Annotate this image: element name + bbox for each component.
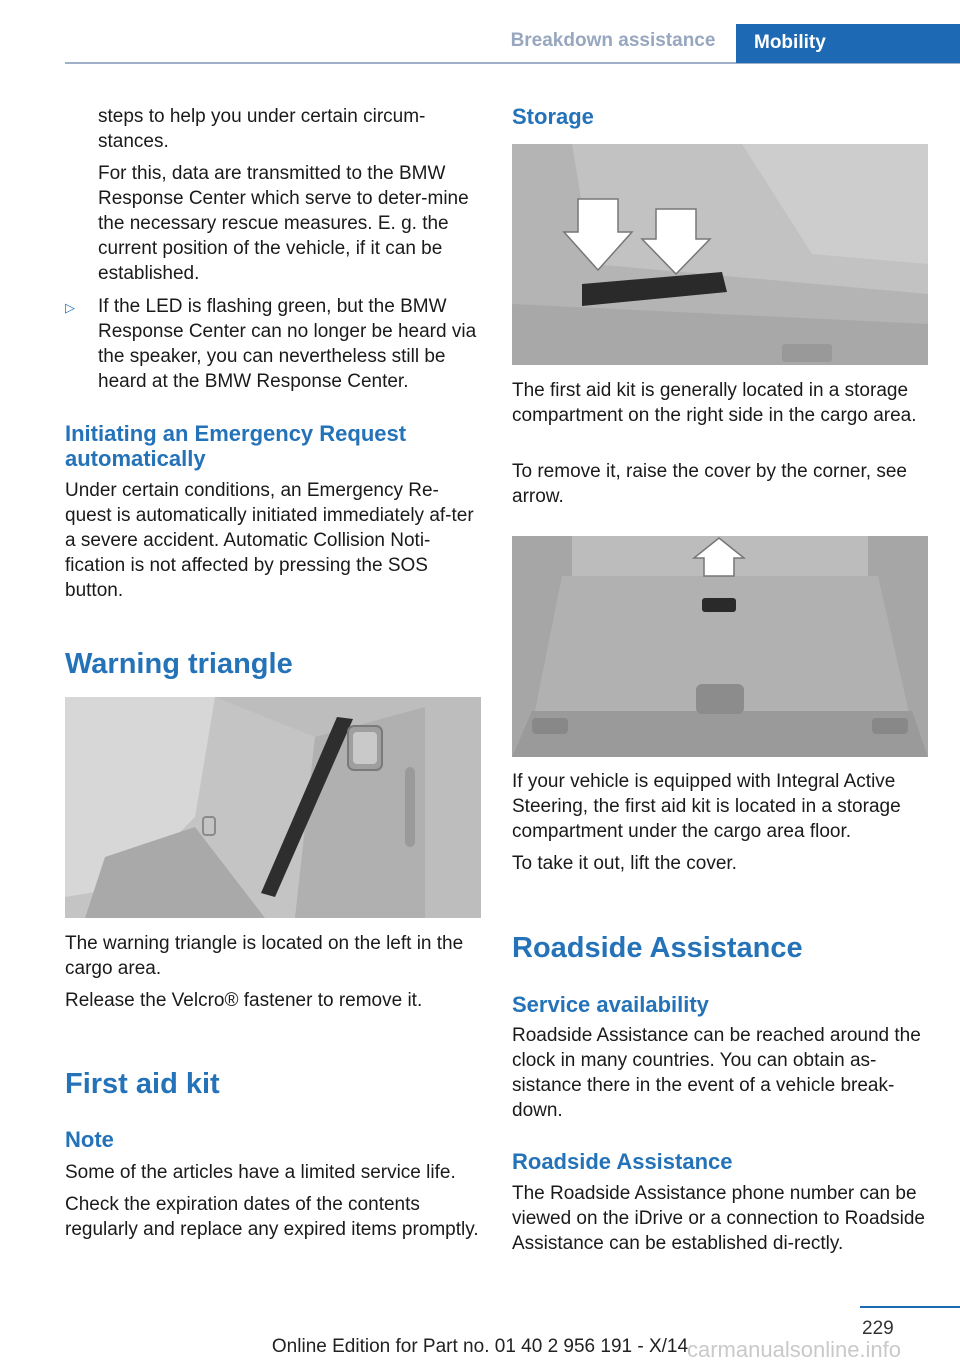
note-text-1: Some of the articles have a limited service life. <box>65 1162 456 1183</box>
storage-text-3: If your vehicle is equipped with Integral Active Steering, the first aid kit is located in a storage compartment under the cargo area floor. <box>512 771 901 842</box>
warning-triangle-figure <box>65 697 481 918</box>
intro-paragraph-2: For this, data are transmitted to the BMW Response Center which serve to deter-mine the necessary rescue measures. E. g. the current position of the vehicle, if it can be established. <box>98 163 469 284</box>
service-availability-text: Roadside Assistance can be reached around the clock in many countries. You can obtain as-sistance there in the event of a vehicle break-down. <box>512 1025 921 1121</box>
page-number: 229 <box>862 1318 894 1339</box>
storage-text-1: The first aid kit is generally located in a storage compartment on the right side in the cargo area. <box>512 380 917 426</box>
footer-rule <box>860 1306 960 1308</box>
edition-line: Online Edition for Part no. 01 40 2 956 191 - X/14 <box>271 1336 689 1357</box>
storage-text-2: To remove it, raise the cover by the corner, see arrow. <box>512 461 907 507</box>
warning-text-1: The warning triangle is located on the left in the cargo area. <box>65 933 464 979</box>
header-section-title: Breakdown assistance <box>510 30 716 51</box>
roadside-assistance-heading: Roadside Assistance <box>512 932 803 964</box>
led-bullet-text: If the LED is flashing green, but the BMW Response Center can no longer be heard via the speaker, you can nevertheless still be heard at the BMW Response Center. <box>98 296 477 392</box>
auto-emergency-heading: Initiating an Emergency Request automatically <box>65 421 407 471</box>
roadside-text: The Roadside Assistance phone number can be viewed on the iDrive or a connection to Roadside Assistance can be established di-rectly. <box>512 1183 925 1254</box>
warning-text-2: Release the Velcro® fastener to remove it. <box>65 990 423 1011</box>
first-aid-kit-heading: First aid kit <box>65 1068 220 1100</box>
note-heading: Note <box>65 1127 114 1152</box>
storage-heading: Storage <box>512 104 594 129</box>
storage-figure-side <box>512 144 928 365</box>
watermark: carmanualsonline.info <box>687 1337 902 1362</box>
header-chapter-tab <box>736 24 960 63</box>
roadside-subheading: Roadside Assistance <box>512 1149 733 1174</box>
bullet-triangle-icon: ▷ <box>65 300 75 315</box>
storage-text-4: To take it out, lift the cover. <box>512 853 737 874</box>
note-text-2: Check the expiration dates of the contents regularly and replace any expired items promptly. <box>65 1194 479 1240</box>
header-chapter-label: Mobility <box>754 32 826 53</box>
auto-emergency-text: Under certain conditions, an Emergency Re-quest is automatically initiated immediately af-ter a severe accident. Automatic Collision Noti-fication is not affected by pressing the SOS button. <box>65 480 474 601</box>
service-availability-heading: Service availability <box>512 992 709 1017</box>
intro-paragraph-1: steps to help you under certain circum-stances. <box>98 106 426 152</box>
storage-figure-floor <box>512 536 928 757</box>
warning-triangle-heading: Warning triangle <box>65 648 293 680</box>
